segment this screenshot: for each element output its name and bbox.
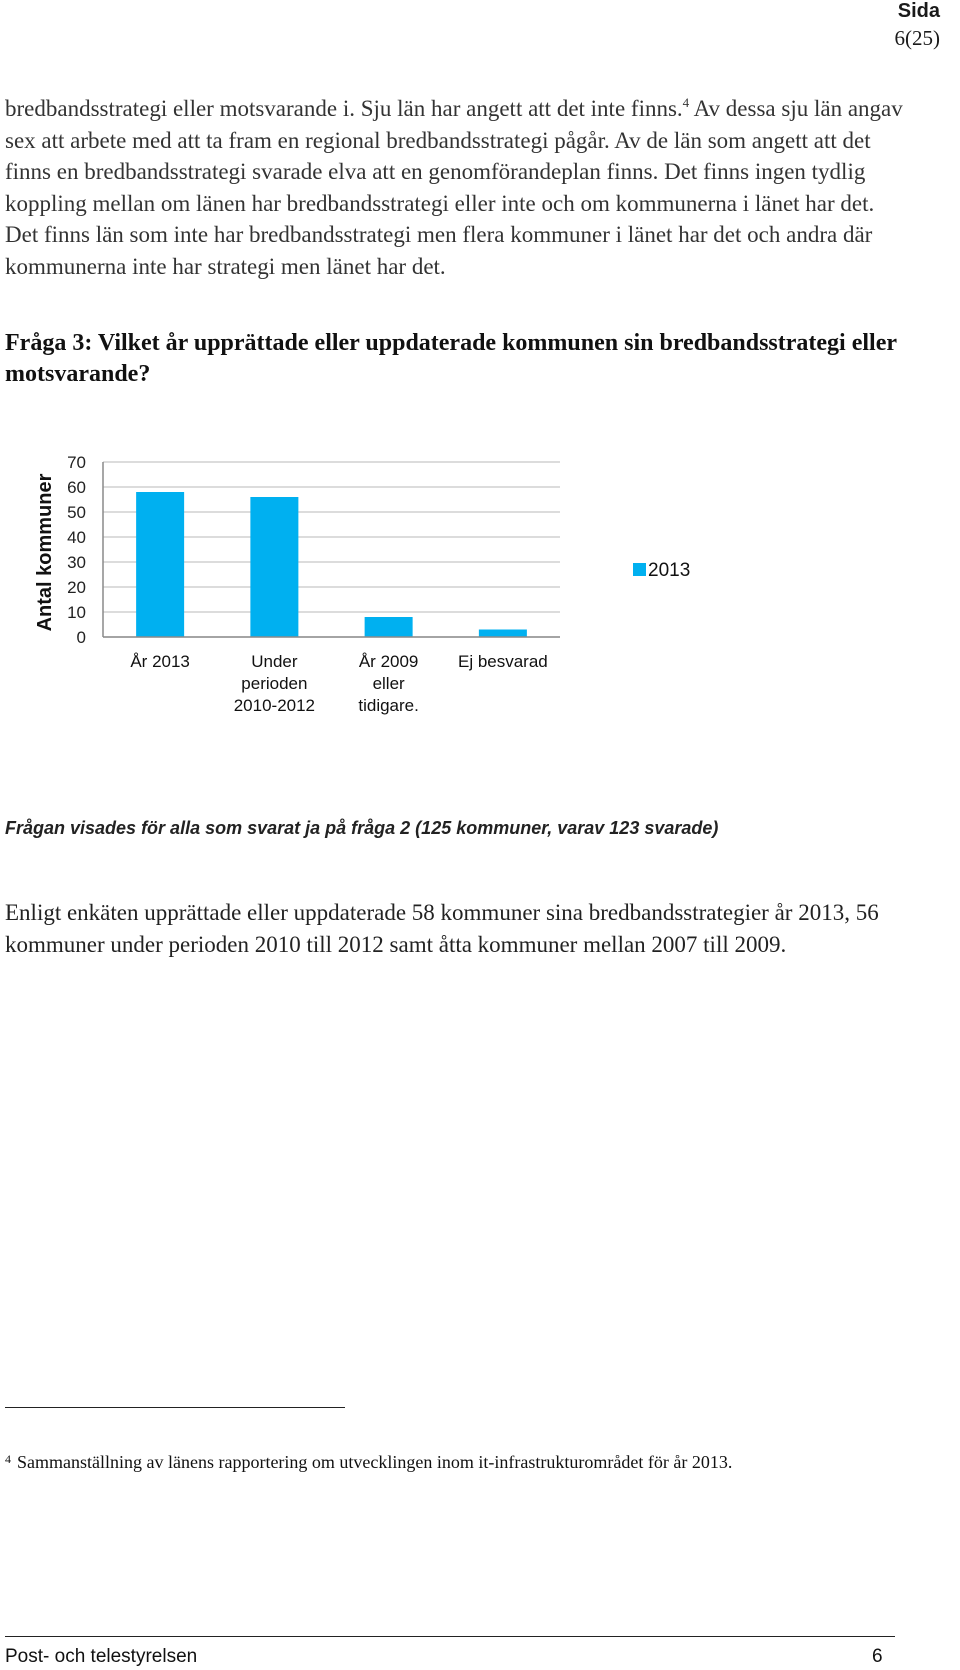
footer-page-number: 6 bbox=[872, 1646, 883, 1667]
chart-caption: Frågan visades för alla som svarat ja på fråga 2 (125 kommuner, varav 123 svarade) bbox=[5, 818, 719, 838]
x-tick-label: perioden bbox=[241, 674, 308, 693]
footer-divider bbox=[5, 1636, 895, 1637]
bar-chart bbox=[0, 440, 700, 740]
x-tick-label: År 2009 bbox=[358, 652, 419, 671]
footnote bbox=[5, 1452, 732, 1473]
y-tick-label: 0 bbox=[76, 628, 86, 647]
legend-label: 2013 bbox=[648, 560, 691, 581]
paragraph-intro-text-a: bredbandsstrategi eller motsvarande i. Sju län har angett att det inte finns. bbox=[5, 96, 683, 121]
paragraph-intro-text-b: Av dessa sju län angav sex att arbete med att ta fram en regional bredbandsstrategi pågår. Av de län som angett att det finns en bredbandsstrategi svarade elva att en genomförandeplan finns. Det finns ingen tydlig koppling mellan om länen har bredbandsstrategi eller inte och om kommunerna i länet har det. Det finns län som inte har bredbandsstrategi men flera kommuner i länet har det och andra där kommunerna inte har strategi men länet har det. bbox=[5, 96, 903, 279]
question-heading: Fråga 3: Vilket år upprättade eller uppdaterade kommunen sin bredbandsstrategi eller motsvarande? bbox=[5, 330, 897, 387]
y-tick-label: 60 bbox=[67, 478, 86, 497]
page-count: 6(25) bbox=[894, 26, 940, 50]
x-tick-label: tidigare. bbox=[358, 696, 419, 715]
page-header bbox=[895, 0, 941, 52]
bar-2 bbox=[250, 497, 298, 637]
y-tick-label: 40 bbox=[67, 528, 86, 547]
bar-4 bbox=[479, 630, 527, 638]
x-tick-label: Ej besvarad bbox=[457, 652, 548, 671]
y-axis-title: Antal kommuner bbox=[34, 473, 56, 632]
paragraph-result: Enligt enkäten upprättade eller uppdaterade 58 kommuner sina bredbandsstrategier år 2013, 56 kommuner under perioden 2010 till 2012 samt åtta kommuner mellan 2007 till 2009. bbox=[5, 900, 879, 957]
footnote-mark: 4 bbox=[5, 1452, 11, 1466]
x-tick-label: 2010-2012 bbox=[233, 696, 316, 715]
footer-organization: Post- och telestyrelsen bbox=[5, 1646, 198, 1667]
paragraph-intro bbox=[5, 93, 905, 282]
legend-swatch bbox=[633, 563, 646, 576]
x-tick-label: Under bbox=[251, 652, 298, 671]
bar-3 bbox=[365, 617, 413, 637]
y-tick-label: 10 bbox=[67, 603, 86, 622]
y-tick-label: 50 bbox=[67, 503, 86, 522]
x-tick-label: År 2013 bbox=[130, 652, 190, 671]
y-tick-label: 70 bbox=[67, 453, 86, 472]
x-tick-label: eller bbox=[372, 674, 405, 693]
bar-1 bbox=[136, 492, 184, 637]
footnote-ref[interactable]: 4 bbox=[682, 95, 690, 110]
y-tick-label: 30 bbox=[67, 553, 86, 572]
footnote-text: Sammanställning av länens rapportering om utvecklingen inom it-infrastrukturområdet för år 2013. bbox=[17, 1452, 733, 1472]
y-tick-label: 20 bbox=[67, 578, 86, 597]
footnote-divider bbox=[5, 1407, 345, 1408]
page-label: Sida bbox=[897, 0, 940, 22]
